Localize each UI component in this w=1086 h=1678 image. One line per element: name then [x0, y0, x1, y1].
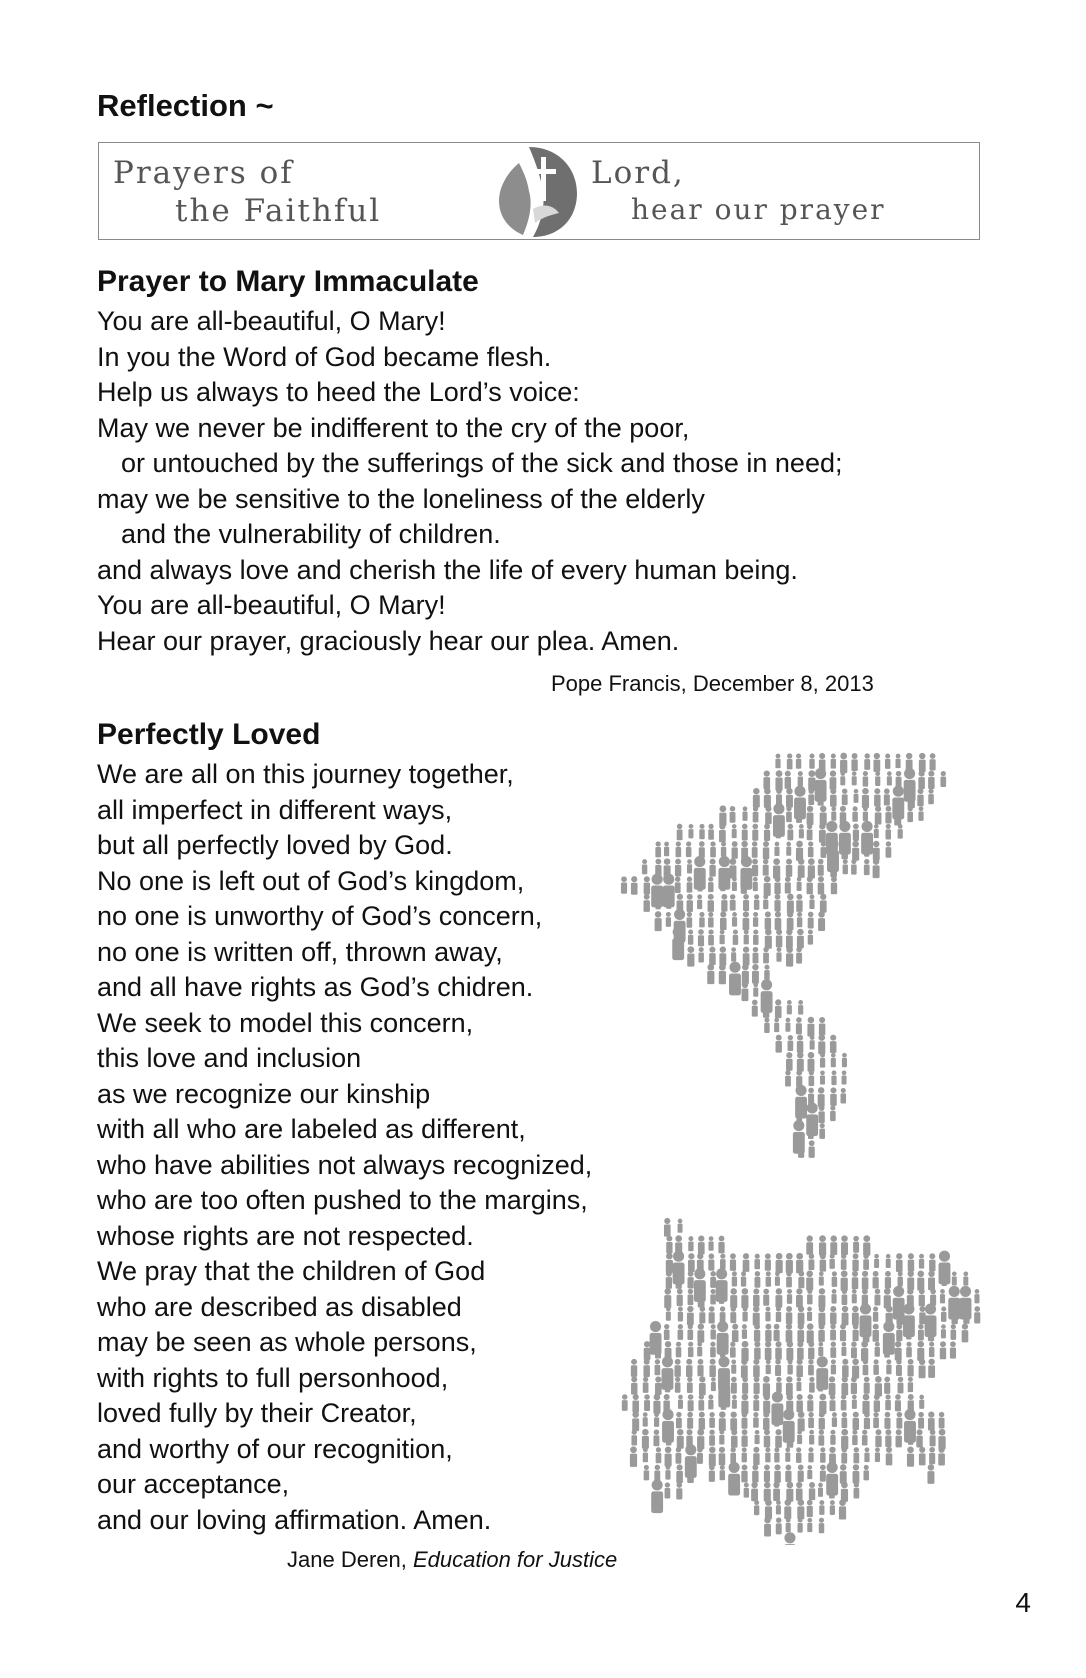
prayer-line: and always love and cherish the life of every human being.: [97, 554, 798, 585]
prayer-line: No one is left out of God’s kingdom,: [97, 865, 525, 896]
attribution-source: Education for Justice: [412, 1547, 618, 1572]
prayer-line: loved fully by their Creator,: [97, 1398, 417, 1428]
prayer-line: and all have rights as God’s chidren.: [97, 972, 534, 1002]
prayer-line: We pray that the children of God: [97, 1256, 486, 1286]
people-map-americas-icon: [620, 750, 980, 1170]
prayer-line: You are all-beautiful, O Mary!: [97, 306, 446, 336]
prayer-line: In you the Word of God became flesh.: [97, 341, 552, 372]
prayer-line: and worthy of our recognition,: [97, 1433, 453, 1464]
banner-right-line2: hear our prayer: [631, 193, 886, 226]
attribution-author: Jane Deren,: [287, 1547, 413, 1572]
prayer-line: who are too often pushed to the margins,: [97, 1185, 588, 1215]
prayer-line: We are all on this journey together,: [97, 759, 514, 789]
people-map-eurasia-icon: [620, 1215, 990, 1545]
prayer-line: and the vulnerability of children.: [121, 519, 501, 549]
prayer-line: who are described as disabled: [97, 1291, 462, 1322]
prayer-line: as we recognize our kinship: [97, 1078, 431, 1109]
prayer-line: who have abilities not always recognized,: [97, 1149, 593, 1180]
prayer-line: whose rights are not respected.: [97, 1220, 474, 1251]
banner-left-line2: the Faithful: [175, 193, 382, 229]
prayer-line: You are all-beautiful, O Mary!: [97, 590, 446, 620]
reflection-heading: Reflection ~: [97, 88, 274, 123]
prayer-line: and our loving affirmation. Amen.: [97, 1504, 492, 1535]
prayer-line: may be seen as whole persons,: [97, 1327, 477, 1357]
praying-hands-cross-icon: [489, 143, 579, 239]
prayer-line: may we be sensitive to the loneliness of the elderly: [97, 483, 705, 514]
prayer-mary-title: Prayer to Mary Immaculate: [97, 265, 479, 298]
prayer-line: no one is unworthy of God’s concern,: [97, 901, 543, 931]
prayer-line: no one is written off, thrown away,: [97, 936, 503, 967]
prayer-line: May we never be indifferent to the cry of the poor,: [97, 412, 690, 443]
prayer-line: all imperfect in different ways,: [97, 794, 453, 825]
prayer-line: We seek to model this concern,: [97, 1007, 474, 1038]
prayer-line: but all perfectly loved by God.: [97, 830, 453, 860]
prayer-line: Hear our prayer, graciously hear our plea. Amen.: [97, 625, 680, 656]
page-number: 4: [1015, 1587, 1031, 1618]
prayer-line: our acceptance,: [97, 1469, 290, 1499]
perfectly-loved-body: [97, 757, 592, 1538]
prayer-line: with rights to full personhood,: [97, 1362, 449, 1393]
banner-left-line1: Prayers of: [113, 155, 294, 191]
prayer-mary-body: [97, 304, 843, 659]
prayer-line: Help us always to heed the Lord’s voice:: [97, 377, 580, 407]
prayer-line: with all who are labeled as different,: [97, 1114, 526, 1144]
prayer-line: this love and inclusion: [97, 1043, 362, 1073]
banner-right-line1: Lord,: [591, 155, 685, 191]
perfectly-loved-title: Perfectly Loved: [97, 718, 321, 751]
prayers-of-the-faithful-banner: [98, 142, 980, 240]
prayer-mary-attribution: Pope Francis, December 8, 2013: [551, 671, 874, 696]
prayer-line: or untouched by the sufferings of the sick and those in need;: [121, 448, 843, 478]
perfectly-loved-attribution: [287, 1547, 617, 1573]
